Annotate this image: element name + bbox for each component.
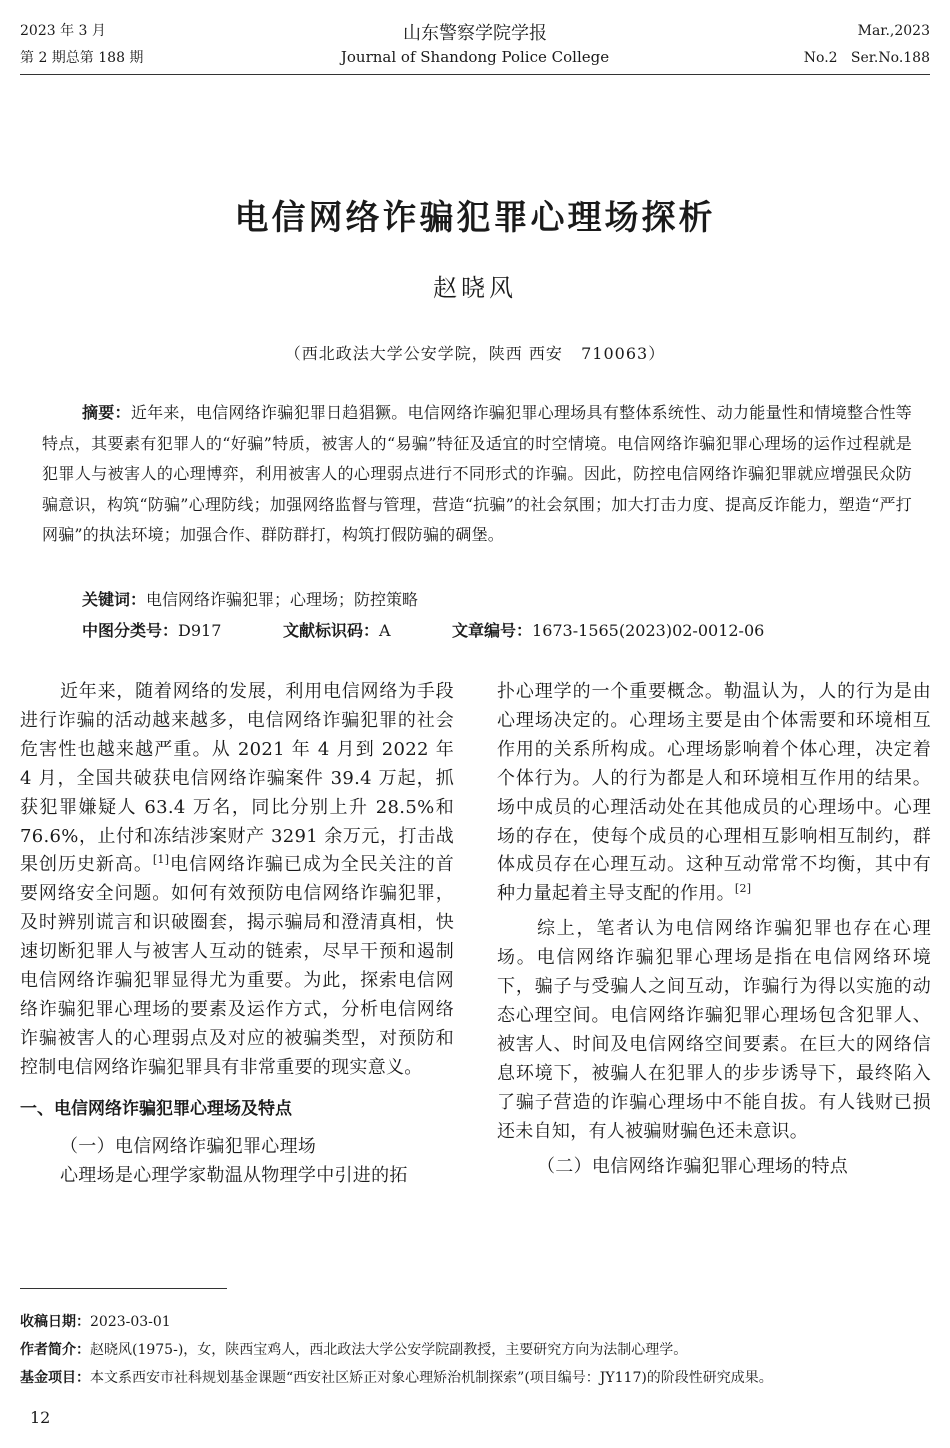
body-paragraph: 综上，笔者认为电信网络诈骗犯罪也存在心理场。电信网络诈骗犯罪心理场是指在电信网络环境下，骗子与受骗人之间互动，诈骗行为得以实施的动态心理空间。电信网络诈骗犯罪心理场包含犯罪人、被害人、时间及电信网络空间要素。在巨大的网络信息环境下，被骗人在犯罪人的步步诱导下，最终陷入了骗子营造的诈骗心理场中不能自拔。有人钱财已损还未自知，有人被骗财骗色还未意识。 xyxy=(497,918,931,1142)
citation-ref: [1] xyxy=(152,853,170,867)
body-column-left xyxy=(20,678,454,1190)
article-title: 电信网络诈骗犯罪心理场探析 xyxy=(234,198,716,238)
body-paragraph xyxy=(20,678,454,1083)
abstract xyxy=(42,398,912,551)
clc-value: D917 xyxy=(178,621,222,640)
subsection-heading: （一）电信网络诈骗犯罪心理场 xyxy=(60,1135,317,1157)
footnote-received xyxy=(20,1312,171,1332)
keywords-label: 关键词： xyxy=(82,590,147,609)
article-no-value: 1673-1565(2023)02-0012-06 xyxy=(532,621,765,640)
keywords xyxy=(82,588,418,612)
body-paragraph xyxy=(497,678,931,909)
header-date-en: Mar.,2023 xyxy=(857,23,930,39)
section-heading: 一、电信网络诈骗犯罪心理场及特点 xyxy=(20,1098,292,1119)
doc-code-label: 文献标识码： xyxy=(283,621,380,640)
paragraph-text: 近年来，随着网络的发展，利用电信网络为手段进行诈骗的活动越来越多，电信网络诈骗犯罪的社会危害性也越来越严重。从 2021 年 4 月到 2022 年 4 月，全国共破获电信网络诈骗案件 39.4 万起，抓获犯罪嫌疑人 63.4 万名，同比分别上升 28.5%和 76.6%，止付和冻结涉案财产 3291 余万元，打击战果创历史新高。 xyxy=(20,681,454,876)
journal-title-cn: 山东警察学院学报 xyxy=(403,23,547,44)
classification-clc xyxy=(82,619,221,643)
header-issue-cn: 第 2 期总第 188 期 xyxy=(20,50,144,66)
received-label: 收稿日期： xyxy=(20,1314,90,1330)
classification-doc xyxy=(283,619,391,643)
body-column-right xyxy=(497,678,931,1181)
keywords-text: 电信网络诈骗犯罪；心理场；防控策略 xyxy=(146,590,419,609)
author-bio-value: 赵晓风(1975-)，女，陕西宝鸡人，西北政法大学公安学院副教授，主要研究方向为法制心理学。 xyxy=(90,1342,688,1358)
paragraph-text: 电信网络诈骗已成为全民关注的首要网络安全问题。如何有效预防电信网络诈骗犯罪，及时辨别谎言和识破圈套，揭示骗局和澄清真相，快速切断犯罪人与被害人互动的链索，尽早干预和遏制电信网络诈骗犯罪显得尤为重要。为此，探索电信网络诈骗犯罪心理场的要素及运作方式，分析电信网络诈骗被害人的心理弱点及对应的被骗类型，对预防和控制电信网络诈骗犯罪具有非常重要的现实意义。 xyxy=(20,854,454,1078)
footnote-fund xyxy=(20,1368,773,1388)
footnote-rule xyxy=(20,1288,227,1289)
fund-value: 本文系西安市社科规划基金课题“西安社区矫正对象心理矫治机制探索”(项目编号：JY117)的阶段性研究成果。 xyxy=(90,1370,773,1386)
classification-article xyxy=(452,619,764,643)
received-value: 2023-03-01 xyxy=(90,1314,171,1330)
header-date-cn: 2023 年 3 月 xyxy=(20,23,106,39)
author-bio-label: 作者简介： xyxy=(20,1342,90,1358)
author-affiliation: （西北政法大学公安学院，陕西 西安 710063） xyxy=(284,344,666,363)
paragraph-text: 扑心理学的一个重要概念。勒温认为，人的行为是由心理场决定的。心理场主要是由个体需要和环境相互作用的关系所构成。心理场影响着个体心理，决定着个体行为。人的行为都是人和环境相互作用的结果。场中成员的心理活动处在其他成员的心理场中。心理场的存在，使每个成员的心理相互影响相互制约，群体成员存在心理互动。这种互动常常不均衡，其中有种力量起着主导支配的作用。 xyxy=(497,681,931,905)
page-number: 12 xyxy=(30,1408,51,1427)
footnote-author xyxy=(20,1340,687,1360)
citation-ref: [2] xyxy=(734,882,752,896)
header-issue-en: No.2 Ser.No.188 xyxy=(803,50,930,66)
journal-title-en: Journal of Shandong Police College xyxy=(340,48,610,66)
abstract-text: 近年来，电信网络诈骗犯罪日趋猖獗。电信网络诈骗犯罪心理场具有整体系统性、动力能量性和情境整合性等特点，其要素有犯罪人的“好骗”特质，被害人的“易骗”特征及适宜的时空情境。电信网络诈骗犯罪心理场的运作过程就是犯罪人与被害人的心理博弈，利用被害人的心理弱点进行不同形式的诈骗。因此，防控电信网络诈骗犯罪就应增强民众防骗意识，构筑“防骗”心理防线；加强网络监督与管理，营造“抗骗”的社会氛围；加大打击力度、提高反诈能力，塑造“严打网骗”的执法环境；加强合作、群防群打，构筑打假防骗的碉堡。 xyxy=(42,403,912,544)
clc-label: 中图分类号： xyxy=(82,621,179,640)
header-rule xyxy=(20,74,930,75)
article-no-label: 文章编号： xyxy=(452,621,533,640)
subsection-heading: （二）电信网络诈骗犯罪心理场的特点 xyxy=(537,1155,849,1177)
body-paragraph: 心理场是心理学家勒温从物理学中引进的拓 xyxy=(60,1164,408,1186)
abstract-label: 摘要： xyxy=(82,403,131,422)
doc-code-value: A xyxy=(379,621,391,640)
fund-label: 基金项目： xyxy=(20,1370,90,1386)
author-name: 赵晓风 xyxy=(433,274,517,302)
